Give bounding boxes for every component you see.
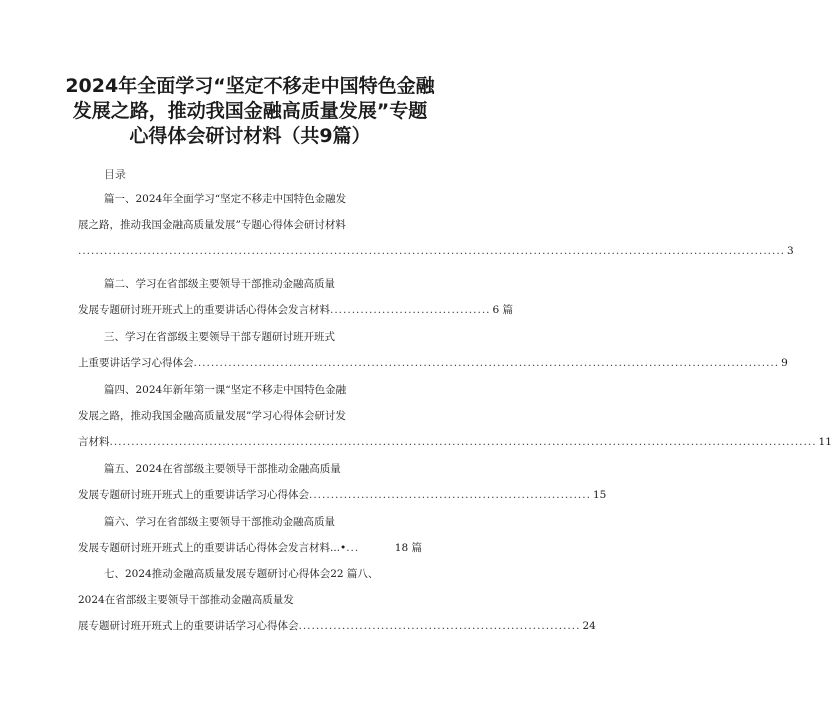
title-line-3: 心得体会研讨材料（共9篇） bbox=[129, 125, 371, 147]
toc-entry-7-line-1[interactable]: 七、2024推动金融高质量发展专题研讨心得体会22 篇八、 bbox=[104, 568, 379, 580]
dot-leader: ................................................................. bbox=[309, 489, 591, 501]
toc-entry-4-leader[interactable] bbox=[78, 435, 832, 449]
toc-heading: 目录 bbox=[104, 168, 126, 181]
toc-entry-4-line-2[interactable]: 发展之路，推动我国金融高质量发展”学习心得体会研讨发 bbox=[78, 410, 346, 422]
dot-leader: ... bbox=[346, 542, 360, 554]
toc-entry-6-line-2: 发展专题研讨班开班式上的重要讲话心得体会发言材料...• bbox=[78, 542, 347, 554]
toc-entry-5-line-1[interactable]: 篇五、2024在省部级主要领导干部推动金融高质量 bbox=[104, 463, 341, 475]
dot-leader: ................................................................. bbox=[298, 620, 581, 632]
toc-entry-4-line-3: 言材料 bbox=[78, 436, 110, 448]
dot-leader: ................................................................................................................................................................... bbox=[109, 436, 817, 448]
document-title bbox=[40, 74, 460, 149]
toc-entry-4-page: 11 bbox=[818, 436, 832, 448]
toc-entry-1-leader[interactable] bbox=[78, 244, 794, 258]
toc-entry-7-line-2[interactable]: 2024在省部级主要领导干部推动金融高质量发 bbox=[78, 594, 294, 606]
toc-entry-5-page: 15 bbox=[592, 489, 607, 501]
title-line-1: 2024年全面学习“坚定不移走中国特色金融 bbox=[65, 75, 435, 97]
title-line-2: 发展之路，推动我国金融高质量发展”专题 bbox=[72, 100, 428, 122]
toc-entry-5-line-2: 发展专题研讨班开班式上的重要讲话学习心得体会 bbox=[78, 489, 309, 501]
dot-leader: ..................................... bbox=[330, 304, 491, 316]
toc-entry-7-line-3: 展专题研讨班开班式上的重要讲话学习心得体会 bbox=[78, 620, 299, 632]
toc-entry-3-page: 9 bbox=[781, 357, 788, 369]
toc-entry-1-line-1[interactable]: 篇一、2024年全面学习“坚定不移走中国特色金融发 bbox=[104, 193, 347, 205]
toc-entry-7-leader[interactable] bbox=[78, 619, 596, 633]
toc-entry-2-leader[interactable] bbox=[78, 303, 514, 317]
toc-entry-3-line-1[interactable]: 三、学习在省部级主要领导干部专题研讨班开班式 bbox=[104, 331, 335, 343]
dot-leader: ................................................................................................................................................................... bbox=[78, 245, 786, 257]
toc-entry-2-line-1[interactable]: 篇二、学习在省部级主要领导干部推动金融高质量 bbox=[104, 278, 335, 290]
toc-entry-6-line-1[interactable]: 篇六、学习在省部级主要领导干部推动金融高质量 bbox=[104, 516, 335, 528]
toc-entry-3-leader[interactable] bbox=[78, 356, 788, 370]
dot-leader: ....................................................................................................................................... bbox=[193, 357, 780, 369]
toc-entry-6-leader[interactable] bbox=[78, 541, 422, 555]
toc-entry-7-page: 24 bbox=[582, 620, 596, 632]
toc-entry-2-page: 6 篇 bbox=[492, 304, 514, 316]
toc-entry-5-leader[interactable] bbox=[78, 488, 607, 502]
toc-entry-2-line-2: 发展专题研讨班开班式上的重要讲话心得体会发言材料 bbox=[78, 304, 330, 316]
toc-entry-6-page: 18 篇 bbox=[394, 542, 422, 554]
toc-entry-4-line-1[interactable]: 篇四、2024年新年第一课“坚定不移走中国特色金融 bbox=[104, 384, 347, 396]
toc-entry-1-page: 3 bbox=[787, 245, 794, 257]
toc-entry-3-line-2: 上重要讲话学习心得体会 bbox=[78, 357, 194, 369]
toc-entry-1-line-2[interactable]: 展之路，推动我国金融高质量发展”专题心得体会研讨材料 bbox=[78, 219, 346, 231]
